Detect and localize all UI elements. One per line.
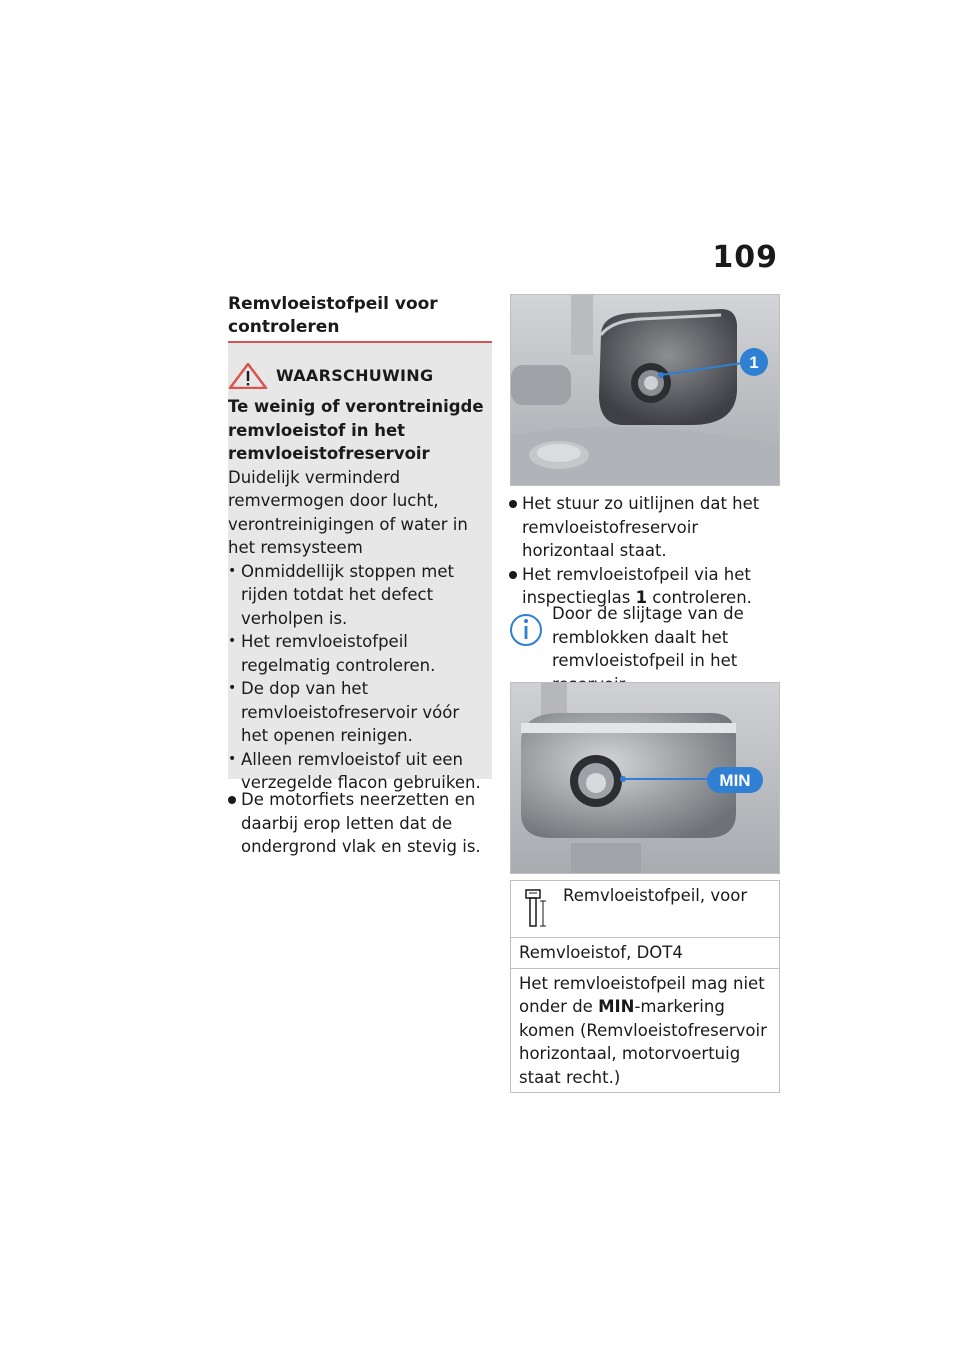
step-item [228, 788, 492, 859]
page-number: 109 [712, 240, 778, 275]
step-reference: 1 [635, 588, 648, 607]
spec-note-text: Het remvloeistofpeil mag niet onder de [519, 973, 765, 1016]
warning-header [228, 363, 492, 389]
callout-1-label: 1 [749, 353, 759, 372]
warning-action-item: • Onmiddellijk stoppen met rijden totdat het defect verholpen is. [228, 560, 488, 631]
info-text: Door de slijtage van de remblokken daalt het remvloeistofpeil in het [552, 604, 744, 670]
spec-table [510, 880, 780, 1093]
left-steps [228, 788, 492, 859]
step-text: Het stuur zo uitlijnen dat het remvloeistofreservoir horizontaal staat. [522, 494, 760, 560]
info-icon [509, 606, 545, 650]
reservoir-min-illustration [511, 683, 779, 873]
spec-fluid-row [511, 938, 779, 969]
warning-heading: Te weinig of verontreinigde remvloeistof in het remvloeistofreservoir [228, 397, 484, 463]
right-steps [509, 492, 779, 610]
warning-action-item: • De dop van het remvloeistofreservoir vóór het openen reinigen. [228, 677, 488, 748]
brake-reservoir-photo [510, 294, 780, 486]
step-text: De motorfiets neerzetten en daarbij erop letten dat de ondergrond vlak en stevig is. [241, 790, 481, 856]
step-item [509, 492, 779, 563]
spec-header-row [511, 881, 779, 938]
brake-reservoir-min-photo [510, 682, 780, 874]
warning-box [228, 343, 492, 792]
spec-note-text: -markering komen (Remvloeistofreservoir horizontaal, motorvoertuig staat recht.) [519, 997, 767, 1087]
warning-body [228, 395, 488, 795]
step-text: controleren. [647, 588, 752, 607]
bullet-icon [509, 571, 517, 579]
callout-min-label: MIN [719, 771, 751, 790]
spec-title: Remvloeistofpeil, voor [563, 886, 748, 905]
spec-note-mark: MIN [598, 997, 635, 1016]
bullet-icon [228, 796, 236, 804]
warning-label: WAARSCHUWING [276, 366, 434, 385]
step-text: Het remvloeistofpeil via het inspectieglas [522, 564, 751, 607]
warning-action-item: • Het remvloeistofpeil regelmatig controleren. [228, 630, 488, 677]
spec-note-row [511, 969, 779, 1093]
fluid-level-icon [525, 889, 551, 929]
bullet-icon [509, 500, 517, 508]
reservoir-illustration [511, 295, 779, 485]
section-title: Remvloeistofpeil voor controleren [228, 294, 438, 337]
warning-triangle-icon [228, 363, 268, 389]
warning-action-item: • Alleen remvloeistof uit een verzegelde flacon gebruiken. [228, 748, 488, 795]
warning-description: Duidelijk verminderd remvermogen door lucht, verontreinigingen of water in het remsysteem [228, 467, 468, 557]
spec-fluid: Remvloeistof, DOT4 [519, 943, 683, 962]
warning-action-list [228, 560, 488, 795]
